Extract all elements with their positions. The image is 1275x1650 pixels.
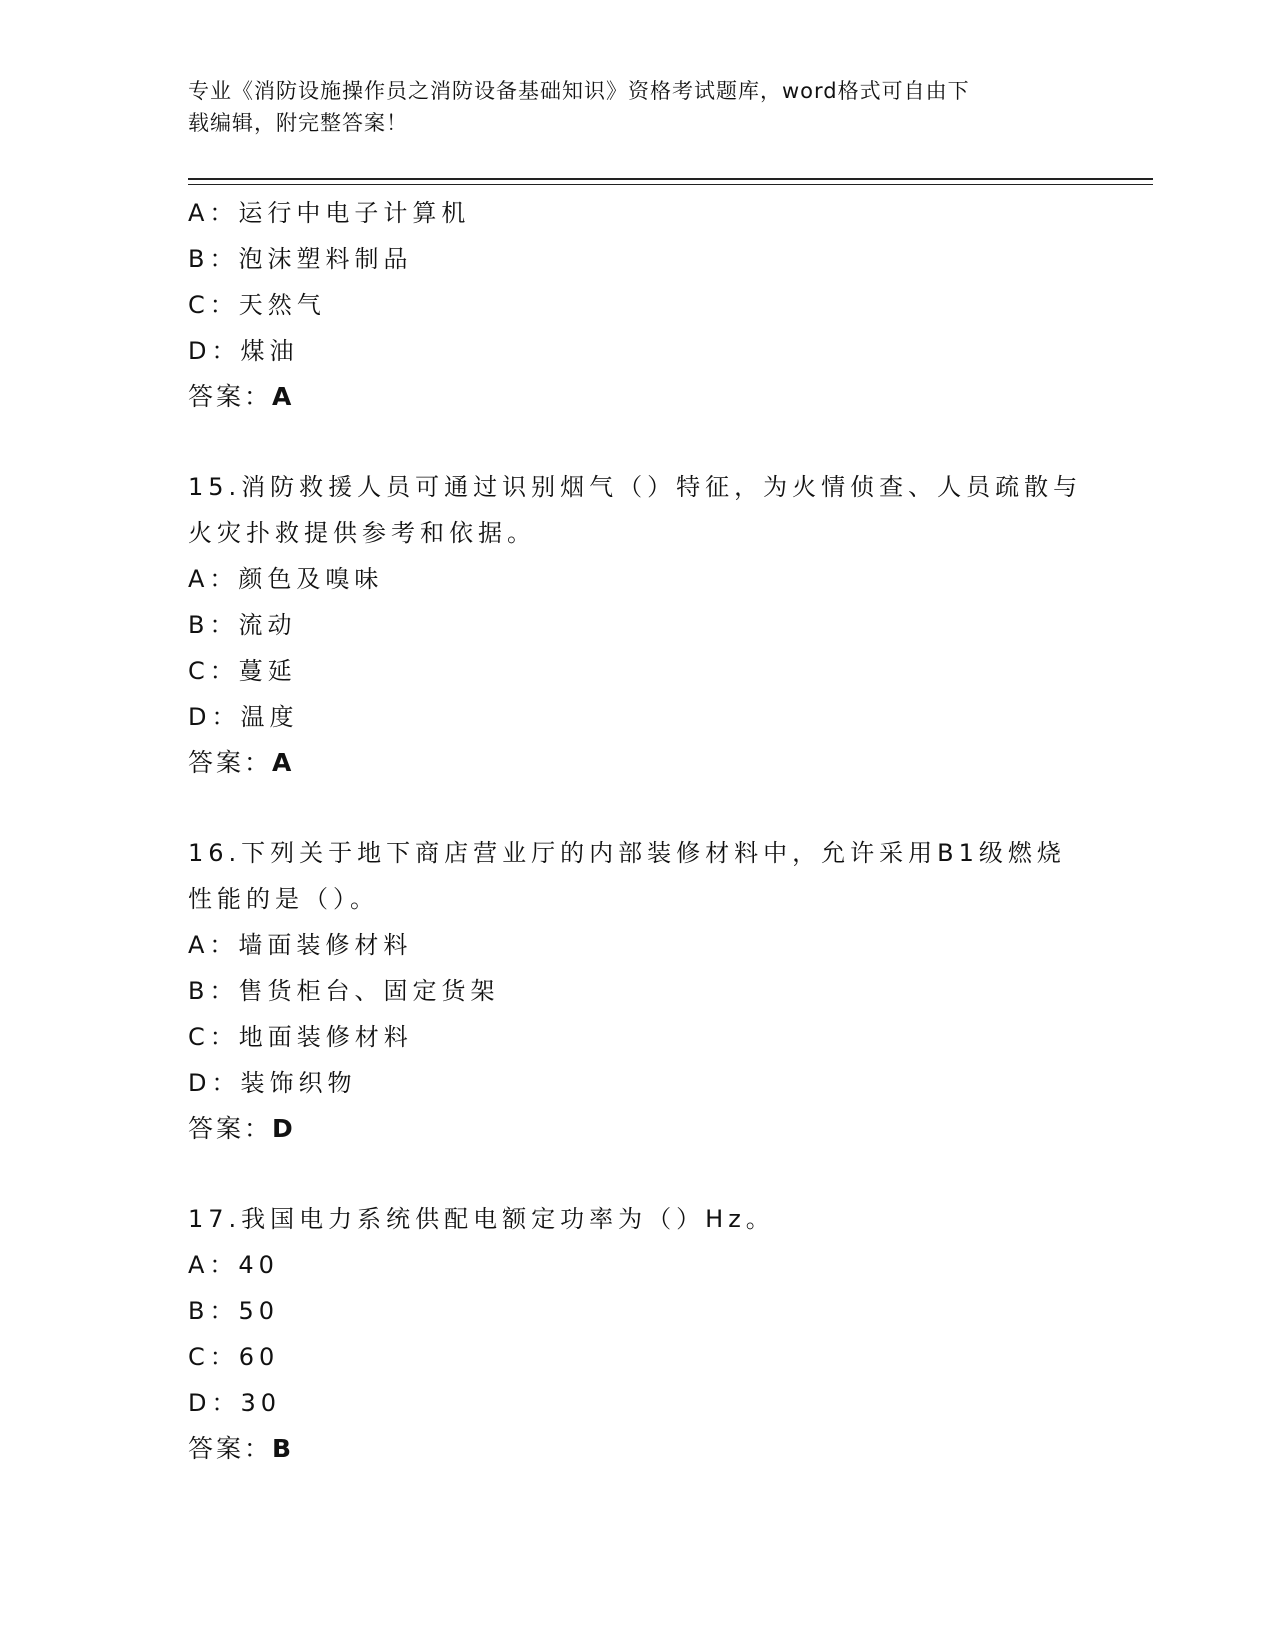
- option-c: C：地面装修材料: [188, 1023, 413, 1051]
- question-14: [188, 190, 1088, 420]
- header-divider-thick: [188, 178, 1153, 180]
- option-c: C：60: [188, 1343, 280, 1371]
- answer-label: 答案：: [188, 1114, 273, 1143]
- question-16: [188, 830, 1088, 1152]
- option-d: D：温度: [188, 703, 299, 731]
- answer: [188, 1106, 1088, 1152]
- option-b: B：流动: [188, 611, 297, 639]
- option-b: B：泡沫塑料制品: [188, 245, 413, 273]
- option-d: D：30: [188, 1389, 282, 1417]
- question-content: [188, 190, 1088, 1472]
- option-c: C：蔓延: [188, 657, 297, 685]
- answer-label: 答案：: [188, 748, 273, 777]
- answer-label: 答案：: [188, 1434, 273, 1463]
- answer-value: B: [272, 1434, 293, 1463]
- question-stem-line-1: 17.我国电力系统供配电额定功率为（）Hz。: [188, 1205, 775, 1233]
- header-divider-thin: [188, 184, 1153, 185]
- header-line-2: 载编辑，附完整答案！: [188, 111, 408, 135]
- answer-value: D: [272, 1114, 294, 1143]
- answer: [188, 1426, 1088, 1472]
- option-a: A：运行中电子计算机: [188, 199, 471, 227]
- option-a: A：墙面装修材料: [188, 931, 413, 959]
- question-15: [188, 464, 1088, 786]
- document-header: [188, 75, 1088, 139]
- option-b: B：售货柜台、固定货架: [188, 977, 500, 1005]
- option-b: B：50: [188, 1297, 280, 1325]
- option-d: D：煤油: [188, 337, 299, 365]
- question-17: [188, 1196, 1088, 1472]
- question-stem-line-2: 性能的是（）。: [188, 885, 379, 913]
- option-a: A：颜色及嗅味: [188, 565, 384, 593]
- answer: [188, 740, 1088, 786]
- header-line-1: 专业《消防设施操作员之消防设备基础知识》资格考试题库，word格式可自由下: [188, 79, 970, 103]
- question-stem-line-1: 16.下列关于地下商店营业厅的内部装修材料中，允许采用B1级燃烧: [188, 839, 1066, 867]
- option-d: D：装饰织物: [188, 1069, 357, 1097]
- option-c: C：天然气: [188, 291, 326, 319]
- answer-value: A: [272, 748, 293, 777]
- question-stem-line-2: 火灾扑救提供参考和依据。: [188, 519, 536, 547]
- question-stem-line-1: 15.消防救援人员可通过识别烟气（）特征，为火情侦查、人员疏散与: [188, 473, 1083, 501]
- answer-value: A: [272, 382, 293, 411]
- option-a: A：40: [188, 1251, 279, 1279]
- answer: [188, 374, 1088, 420]
- answer-label: 答案：: [188, 382, 273, 411]
